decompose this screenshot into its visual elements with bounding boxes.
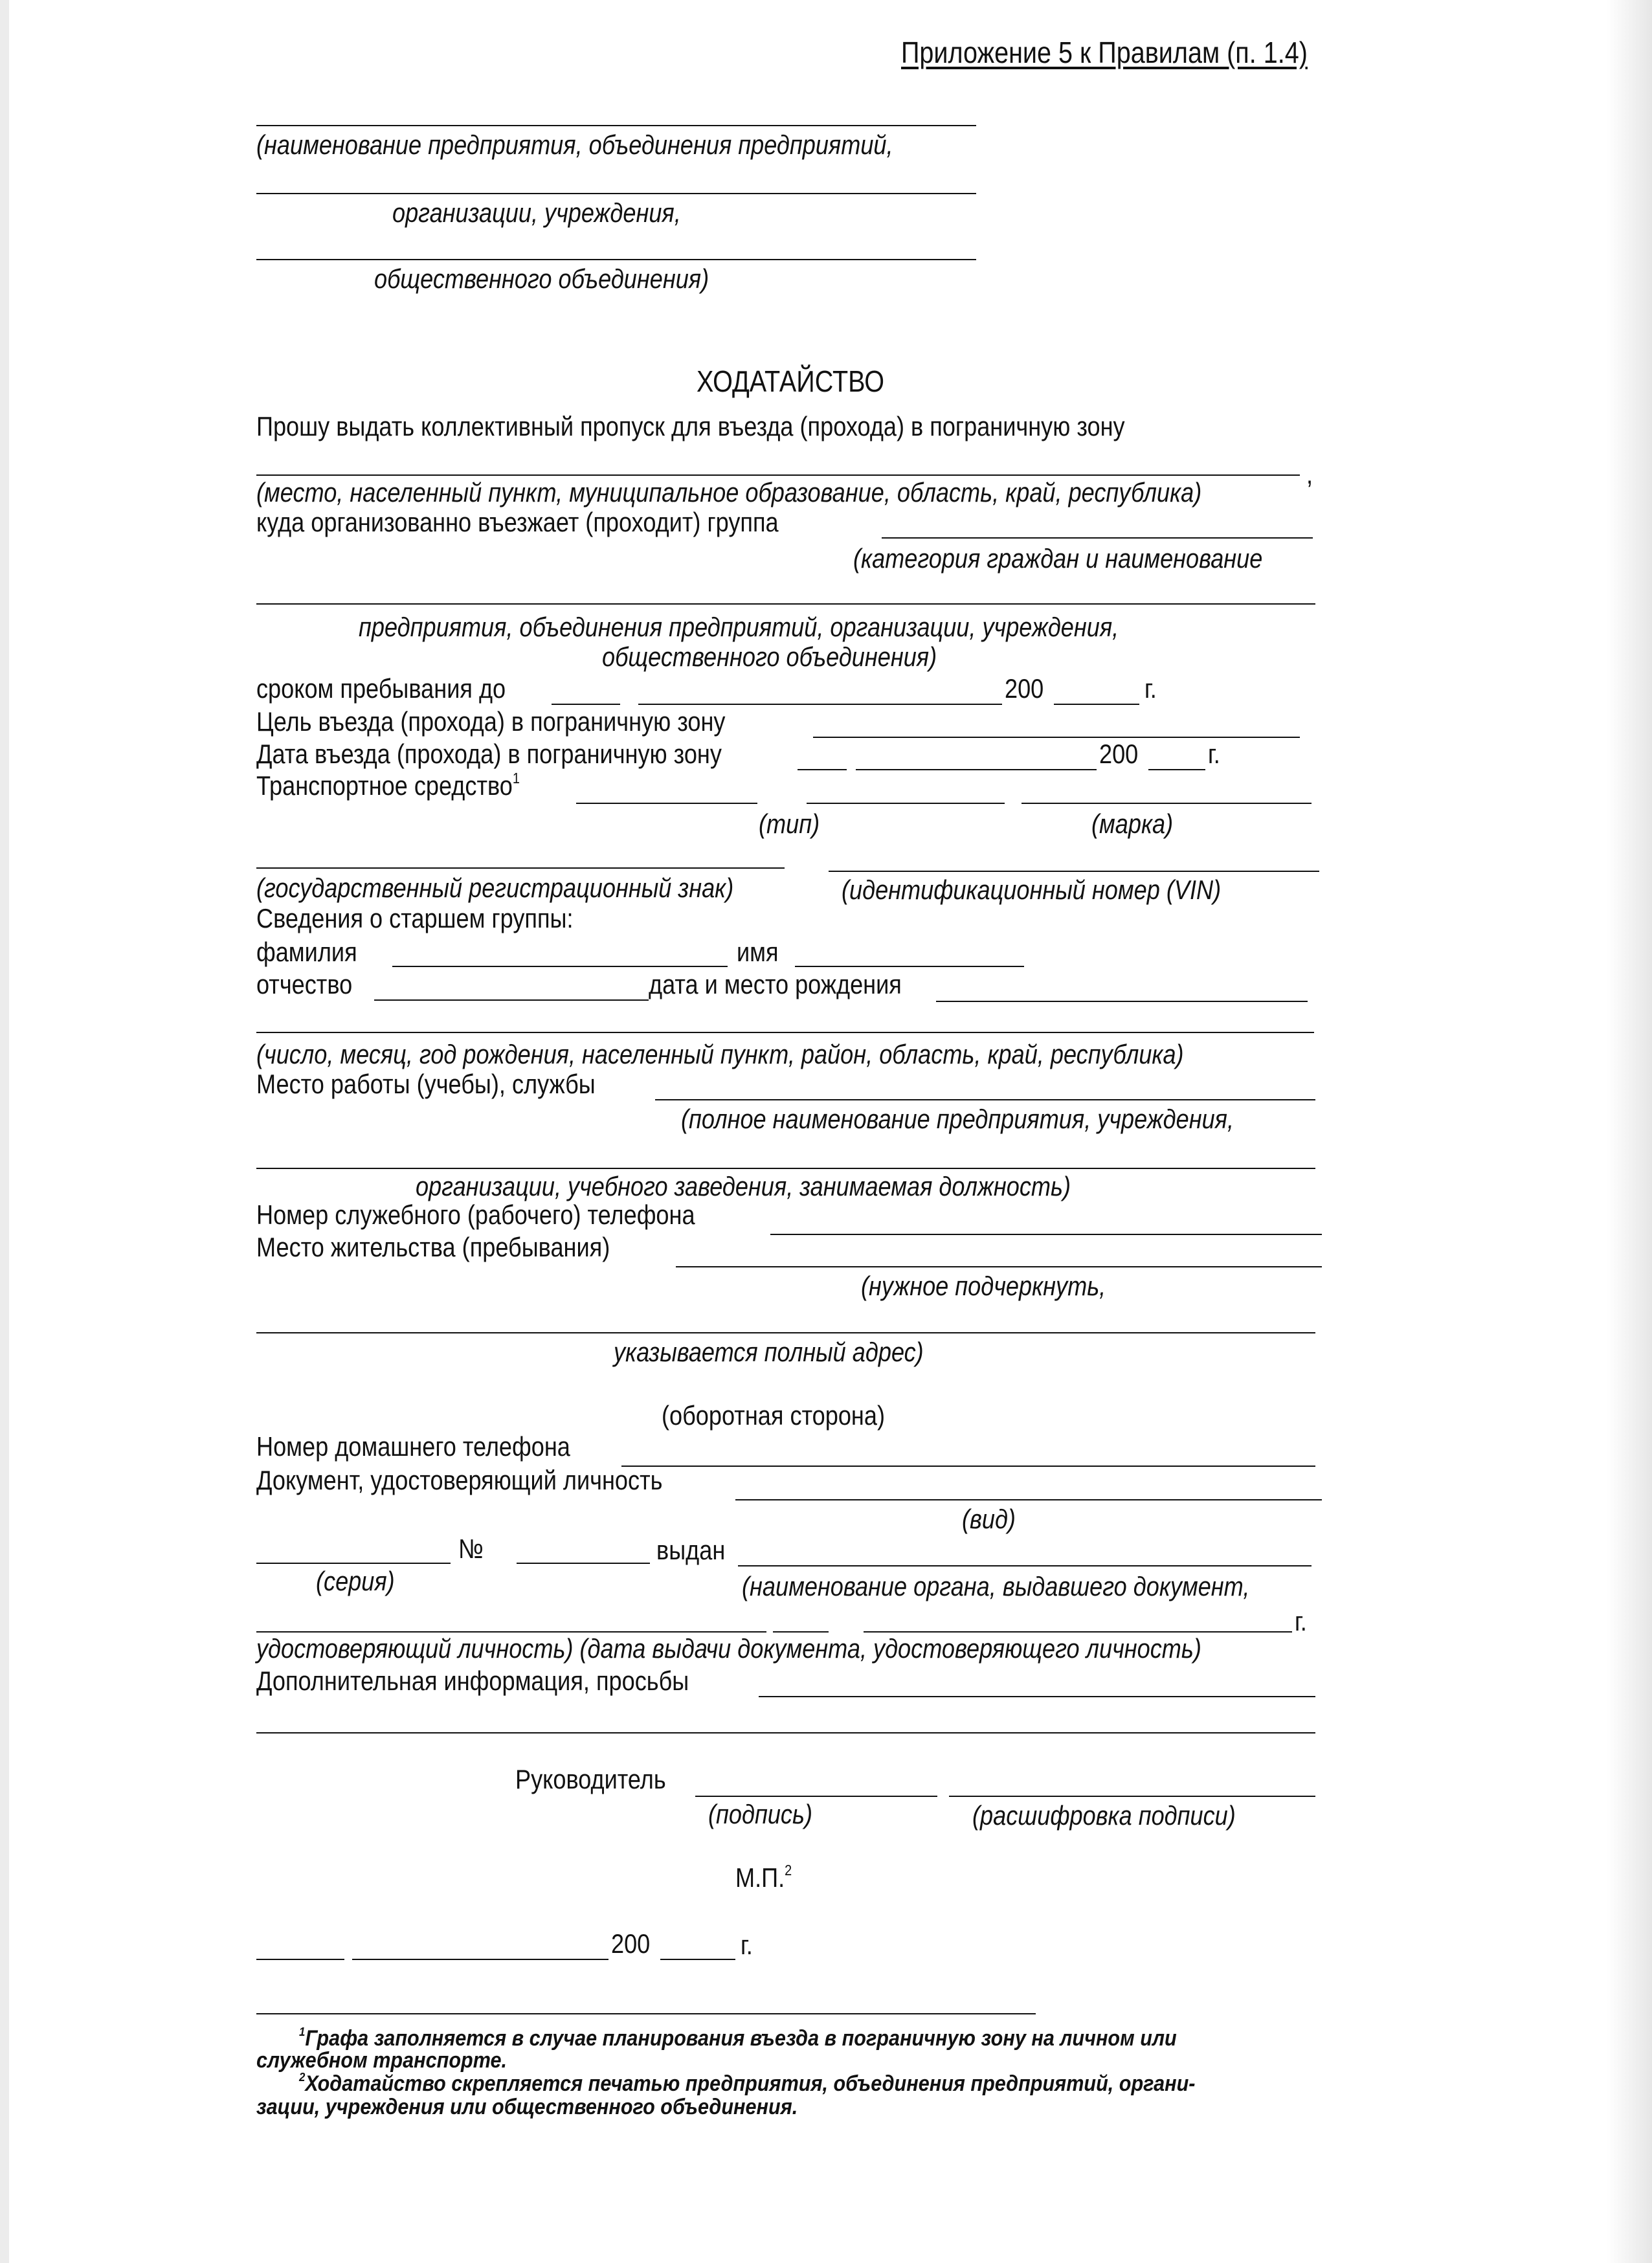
- id-document-label: Документ, удостоверяющий личность: [256, 1465, 663, 1495]
- scan-left-edge: [0, 0, 9, 2263]
- vehicle-text: Транспортное средство: [256, 770, 513, 801]
- category-caption: (категория граждан и наименование: [853, 543, 1263, 574]
- enterprise-caption-2: общественного объединения): [602, 641, 937, 672]
- residence-line[interactable]: [676, 1266, 1322, 1267]
- number-sign: №: [458, 1533, 484, 1564]
- purpose-line[interactable]: [813, 737, 1300, 738]
- home-phone-line[interactable]: [621, 1466, 1315, 1467]
- id-issue-caption: удостоверяющий личность) (дата выдачи документа, удостоверяющего личность): [256, 1633, 1201, 1664]
- decipher-line[interactable]: [949, 1796, 1315, 1797]
- reg-plate-line[interactable]: [256, 867, 785, 869]
- footnote-2-mark: 2: [299, 2070, 306, 2084]
- issue-year-suffix: г.: [1295, 1606, 1307, 1636]
- workplace-line-2[interactable]: [256, 1168, 1315, 1169]
- sign-year-prefix: 200: [611, 1928, 651, 1959]
- underline-caption: (нужное подчеркнуть,: [861, 1271, 1106, 1301]
- decipher-caption: (расшифровка подписи): [972, 1800, 1236, 1831]
- entry-year-line[interactable]: [1148, 769, 1205, 770]
- place-line[interactable]: [256, 474, 1300, 476]
- entry-year-prefix: 200: [1099, 739, 1139, 769]
- series-line[interactable]: [256, 1563, 451, 1564]
- stamp-label: [735, 1864, 792, 1891]
- reg-plate-caption: (государственный регистрационный знак): [256, 873, 734, 903]
- stay-year-prefix: 200: [1005, 673, 1044, 704]
- leader-info-label: Сведения о старшем группы:: [256, 903, 574, 933]
- work-phone-line[interactable]: [770, 1234, 1322, 1235]
- stay-year-suffix: г.: [1144, 673, 1157, 704]
- issue-month-line[interactable]: [864, 1631, 1292, 1633]
- issue-day-line[interactable]: [773, 1631, 829, 1633]
- additional-info-line[interactable]: [759, 1696, 1315, 1697]
- org-caption-3: общественного объединения): [374, 263, 709, 294]
- request-text: Прошу выдать коллективный пропуск для въезда (прохода) в пограничную зону: [256, 411, 1125, 441]
- entry-date-label: Дата въезда (прохода) в пограничную зону: [256, 739, 722, 769]
- entry-day-line[interactable]: [798, 769, 847, 770]
- type-caption: (тип): [759, 808, 820, 839]
- birth-caption: (число, месяц, год рождения, населенный пункт, район, область, край, республика): [256, 1039, 1184, 1069]
- stamp-text: М.П.: [735, 1862, 785, 1893]
- footnote-1-line-1: [299, 2027, 1177, 2049]
- enterprise-caption-1: предприятия, объединения предприятий, организации, учреждения,: [359, 612, 1119, 642]
- name-label: имя: [737, 937, 779, 967]
- org-caption-1: (наименование предприятия, объединения предприятий,: [256, 129, 893, 160]
- place-line-comma: ,: [1306, 459, 1313, 489]
- footnote-2-text-1: Ходатайство скрепляется печатью предприятия, объединения предприятий, органи-: [305, 2071, 1196, 2096]
- footnote-1-text-1: Графа заполняется в случае планирования въезда в пограничную зону на личном или: [305, 2026, 1177, 2051]
- place-caption: (место, населенный пункт, муниципальное образование, область, край, республика): [256, 477, 1202, 507]
- enterprise-line[interactable]: [256, 603, 1315, 605]
- vehicle-label: [256, 772, 520, 799]
- number-line[interactable]: [517, 1563, 650, 1564]
- footnote-1-mark: 1: [299, 2025, 306, 2038]
- authority-caption: (наименование органа, выдавшего документ,: [742, 1571, 1250, 1601]
- home-phone-label: Номер домашнего телефона: [256, 1431, 570, 1462]
- org-caption-2: организации, учреждения,: [392, 197, 681, 228]
- footnote-2-line-1: [299, 2070, 1196, 2096]
- footnote-ref-2: 2: [785, 1862, 792, 1878]
- scan-right-edge: [1607, 0, 1652, 2263]
- purpose-label: Цель въезда (прохода) в пограничную зону: [256, 706, 726, 737]
- vin-caption: (идентификационный номер (VIN): [842, 875, 1222, 905]
- patronymic-line[interactable]: [374, 999, 649, 1001]
- org-line-2[interactable]: [256, 193, 976, 194]
- surname-label: фамилия: [256, 937, 357, 967]
- document-title: ХОДАТАЙСТВО: [697, 364, 885, 398]
- footnote-1-line-2: служебном транспорте.: [256, 2048, 508, 2073]
- address-caption: указывается полный адрес): [614, 1337, 924, 1367]
- sign-day-line[interactable]: [256, 1959, 344, 1960]
- sign-year-line[interactable]: [660, 1959, 735, 1960]
- stay-term-label: сроком пребывания до: [256, 673, 506, 704]
- work-phone-label: Номер служебного (рабочего) телефона: [256, 1199, 695, 1230]
- head-label: Руководитель: [515, 1764, 666, 1794]
- entry-month-line[interactable]: [856, 769, 1097, 770]
- sign-year-suffix: г.: [741, 1930, 753, 1960]
- appendix-label: Приложение 5 к Правилам (п. 1.4): [901, 36, 1308, 69]
- brand-caption: (марка): [1091, 808, 1174, 839]
- entry-year-suffix: г.: [1208, 739, 1220, 769]
- issued-by-line[interactable]: [738, 1565, 1312, 1566]
- workplace-caption-1: (полное наименование предприятия, учреждения,: [681, 1104, 1234, 1134]
- signature-line[interactable]: [695, 1796, 937, 1797]
- where-group-label: куда организованно въезжает (проходит) группа: [256, 507, 779, 537]
- surname-line[interactable]: [392, 966, 728, 967]
- org-line-3[interactable]: [256, 259, 976, 260]
- series-caption: (серия): [316, 1566, 395, 1596]
- sign-month-line[interactable]: [352, 1959, 608, 1960]
- workplace-caption-2: организации, учебного заведения, занимаемая должность): [416, 1171, 1071, 1201]
- additional-info-line-2[interactable]: [256, 1732, 1315, 1733]
- stay-day-line[interactable]: [552, 704, 620, 705]
- workplace-label: Место работы (учебы), службы: [256, 1069, 596, 1099]
- issued-label: выдан: [656, 1535, 726, 1565]
- vehicle-line-1[interactable]: [576, 803, 757, 804]
- stay-month-line[interactable]: [638, 704, 1002, 705]
- additional-info-label: Дополнительная информация, просьбы: [256, 1666, 689, 1696]
- signature-caption: (подпись): [708, 1799, 813, 1829]
- footnote-divider: [256, 2013, 1036, 2014]
- reverse-side-label: (оборотная сторона): [662, 1400, 885, 1431]
- residence-label: Место жительства (пребывания): [256, 1232, 610, 1262]
- birth-details-line[interactable]: [256, 1032, 1314, 1033]
- address-line[interactable]: [256, 1332, 1315, 1333]
- org-line-1[interactable]: [256, 125, 976, 126]
- kind-caption: (вид): [962, 1504, 1016, 1534]
- footnote-ref-1: 1: [512, 770, 520, 786]
- vehicle-brand-line[interactable]: [1021, 803, 1312, 804]
- vin-line[interactable]: [829, 871, 1319, 872]
- birth-date-place-label: дата и место рождения: [649, 969, 902, 999]
- patronymic-label: отчество: [256, 969, 353, 999]
- birth-line[interactable]: [936, 1001, 1308, 1002]
- authority-line[interactable]: [256, 1631, 766, 1633]
- id-document-line[interactable]: [735, 1499, 1322, 1500]
- name-line[interactable]: [795, 966, 1024, 967]
- workplace-line[interactable]: [655, 1099, 1315, 1100]
- vehicle-type-line[interactable]: [807, 803, 1005, 804]
- stay-year-line[interactable]: [1054, 704, 1139, 705]
- group-category-line[interactable]: [882, 537, 1313, 539]
- footnote-2-line-2: зации, учреждения или общественного объединения.: [256, 2095, 798, 2119]
